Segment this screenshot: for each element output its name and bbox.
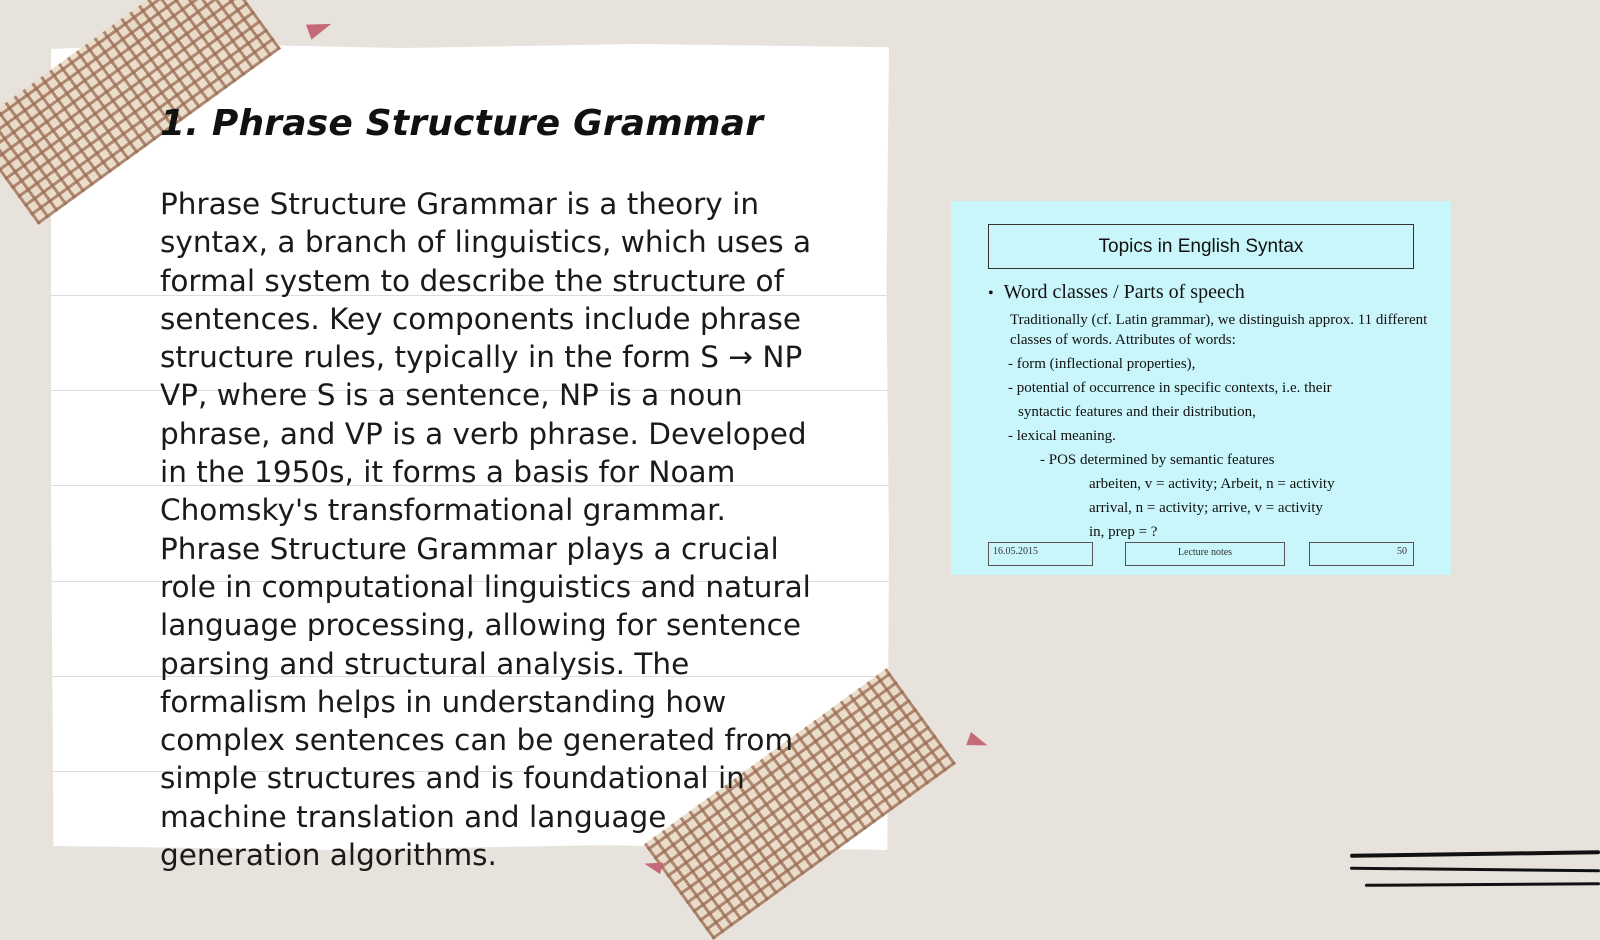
thumbnail-footer-page: 50: [1309, 542, 1414, 566]
slide-title: 1. Phrase Structure Grammar: [160, 103, 764, 144]
thumbnail-line: - POS determined by semantic features: [1040, 452, 1275, 468]
tape-tip-decoration: [306, 16, 334, 39]
scribble-line-decoration: [1350, 850, 1600, 857]
thumbnail-intro: Traditionally (cf. Latin grammar), we distinguish approx. 11 different classes of words. Attributes of words:: [1010, 312, 1428, 348]
thumbnail-line: arrival, n = activity; arrive, v = activity: [1089, 500, 1323, 516]
bullet-dot-icon: •: [988, 285, 994, 302]
thumbnail-line: - potential of occurrence in specific contexts, i.e. their: [1008, 380, 1332, 396]
thumbnail-line: - lexical meaning.: [1008, 428, 1116, 444]
slide-body-text: Phrase Structure Grammar is a theory in syntax, a branch of linguistics, which uses a formal system to describe the structure of sentences. Key components include phrase structure rules, typically in the form S → NP VP, where S is a sentence, NP is a noun phrase, and VP is a verb phrase. Developed in the 1950s, it forms a basis for Noam Chomsky's transformational grammar. Phrase Structure Grammar plays a crucial role in computational linguistics and natural language processing, allowing for sentence parsing and structural analysis. The formalism helps in understanding how complex sentences can be generated from simple structures and is foundational in machine translation and language generation algorithms.: [160, 187, 812, 873]
thumbnail-line: in, prep = ?: [1089, 524, 1158, 540]
thumbnail-bullet: [988, 281, 1428, 304]
thumbnail-line: arbeiten, v = activity; Arbeit, n = activity: [1089, 476, 1335, 492]
thumbnail-footer-date: 16.05.2015: [988, 542, 1093, 566]
scribble-line-decoration: [1365, 882, 1600, 887]
thumbnail-title: Topics in English Syntax: [988, 224, 1414, 269]
thumbnail-line: syntactic features and their distribution,: [1018, 404, 1256, 420]
thumbnail-line: - form (inflectional properties),: [1008, 356, 1196, 372]
lecture-slide-image: [951, 201, 1451, 575]
tape-tip-decoration: [966, 732, 990, 752]
thumbnail-bullet-text: Word classes / Parts of speech: [1003, 281, 1245, 303]
scribble-line-decoration: [1350, 867, 1600, 873]
thumbnail-footer-notes: Lecture notes: [1125, 542, 1285, 566]
thumbnail-content: [988, 281, 1428, 542]
